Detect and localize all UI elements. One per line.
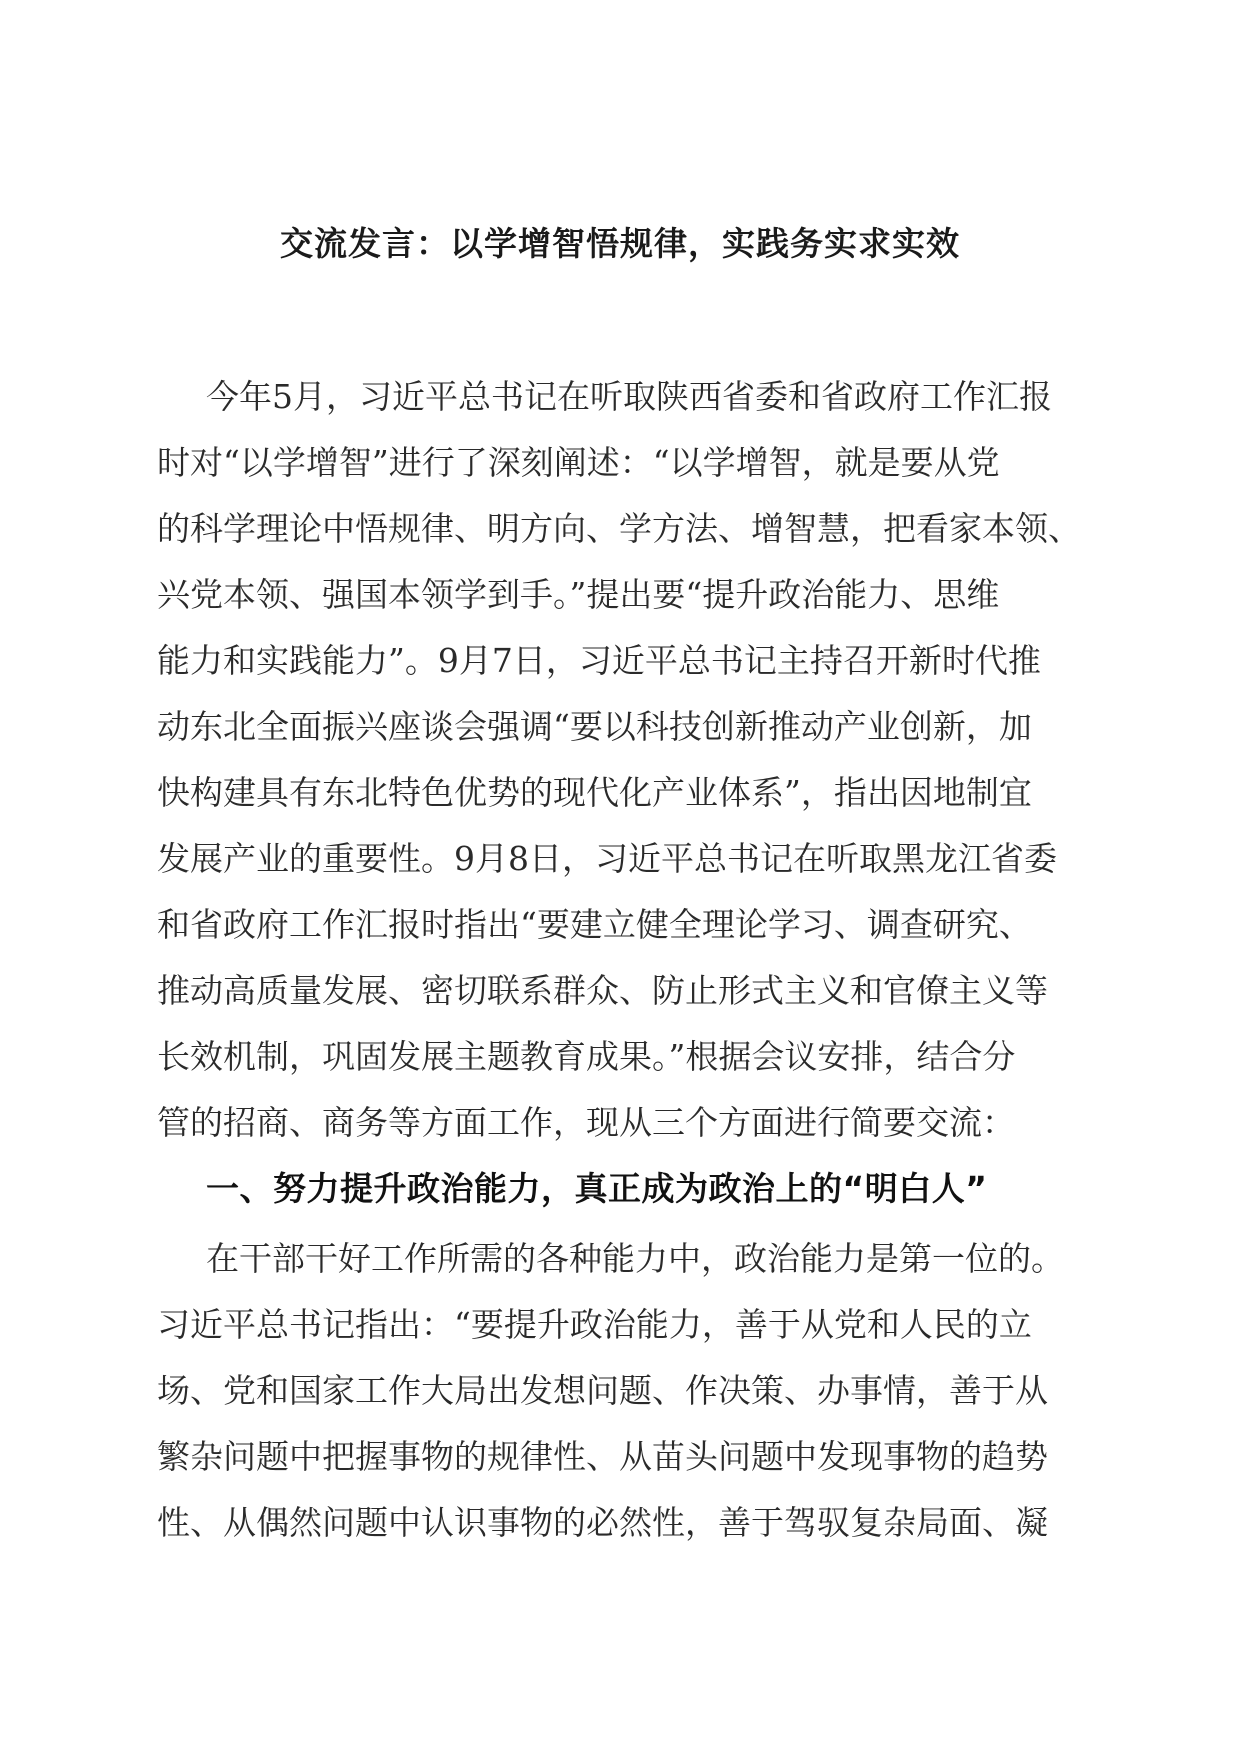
paragraph-line: 场、党和国家工作大局出发想问题、作决策、办事情，善于从 (157, 1371, 1048, 1410)
paragraph-line: 长效机制，巩固发展主题教育成果。”根据会议安排，结合分 (157, 1037, 1016, 1076)
paragraph-line: 的科学理论中悟规律、明方向、学方法、增智慧，把看家本领、 (157, 509, 1081, 548)
paragraph-line: 在干部干好工作所需的各种能力中，政治能力是第一位的。 (206, 1239, 1064, 1278)
paragraph-line: 动东北全面振兴座谈会强调“要以科技创新推动产业创新，加 (157, 707, 1032, 746)
paragraph-line: 推动高质量发展、密切联系群众、防止形式主义和官僚主义等 (157, 971, 1048, 1010)
paragraph-line: 发展产业的重要性。9月8日，习近平总书记在听取黑龙江省委 (157, 839, 1057, 878)
paragraph-line: 兴党本领、强国本领学到手。”提出要“提升政治能力、思维 (157, 575, 1000, 614)
paragraph-line: 性、从偶然问题中认识事物的必然性，善于驾驭复杂局面、凝 (157, 1503, 1048, 1542)
paragraph-line: 习近平总书记指出：“要提升政治能力，善于从党和人民的立 (157, 1305, 1032, 1344)
paragraph-line: 和省政府工作汇报时指出“要建立健全理论学习、调查研究、 (157, 905, 1032, 944)
document-title: 交流发言：以学增智悟规律，实践务实求实效 (280, 224, 960, 263)
paragraph-line: 今年5月，习近平总书记在听取陕西省委和省政府工作汇报 (206, 377, 1052, 416)
paragraph-line: 快构建具有东北特色优势的现代化产业体系”，指出因地制宜 (157, 773, 1032, 812)
section-heading: 一、努力提升政治能力，真正成为政治上的“明白人” (206, 1169, 988, 1208)
paragraph-line: 时对“以学增智”进行了深刻阐述：“以学增智，就是要从党 (157, 443, 1000, 482)
paragraph-line: 繁杂问题中把握事物的规律性、从苗头问题中发现事物的趋势 (157, 1437, 1048, 1476)
paragraph-line: 管的招商、商务等方面工作，现从三个方面进行简要交流： (157, 1103, 1015, 1142)
paragraph-line: 能力和实践能力”。9月7日，习近平总书记主持召开新时代推 (157, 641, 1041, 680)
